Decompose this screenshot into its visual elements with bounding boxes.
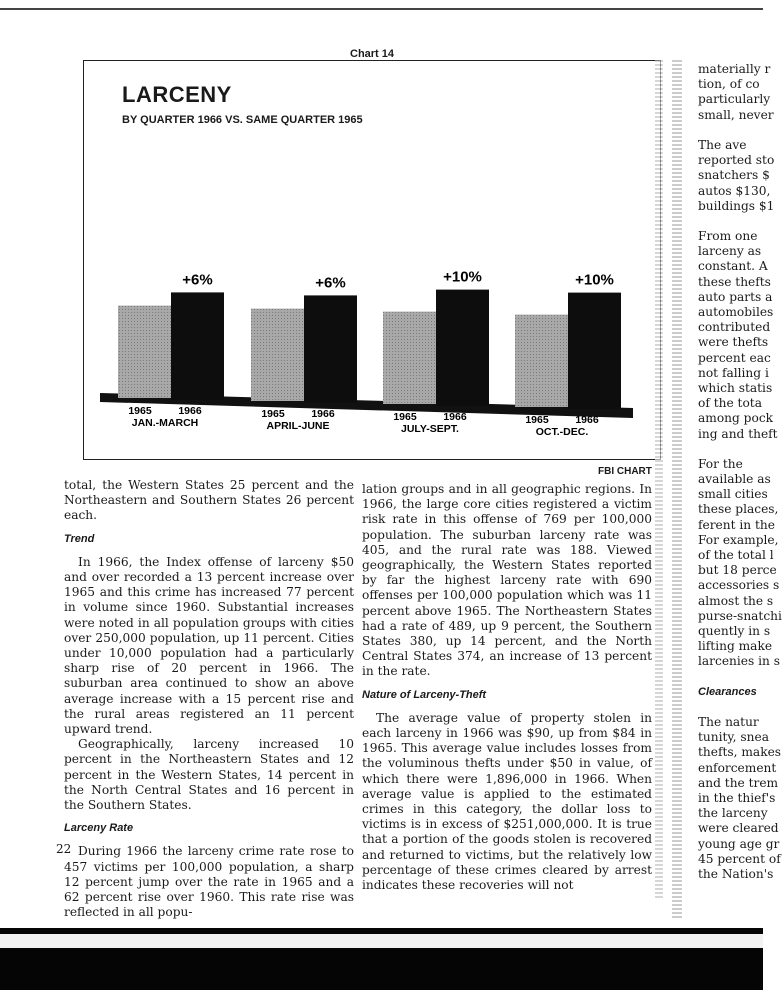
text-line: lifting make [698, 639, 773, 654]
text-line: particularly [698, 92, 771, 107]
text-line: among pock [698, 411, 774, 426]
paragraph: The average value of property stolen in each larceny in 1966 was $90, up from $84 in 1965. This average value includes losses from the voluminous thefts under $50 in value, of which there were 1,896,000 in 1966. When average value is applied to the estimated crimes in this category, the dollar loss to victims is in excess of $251,000,000. It is true that a portion of the goods stolen is recovered and returned to victims, but the relatively low percentage of these crimes cleared by arrest indicates these recoveries will not [362, 710, 652, 893]
text-line: enforcement [698, 760, 777, 775]
text-line: For the [698, 456, 743, 471]
text-line: autos $130, [698, 183, 771, 198]
chart-source: FBI CHART [598, 466, 652, 477]
text-line: the Nation's [698, 866, 774, 881]
text-line: of the tota [698, 396, 762, 411]
text-line: materially r [698, 62, 771, 76]
change-label: +6% [182, 271, 213, 289]
scan-bottom-light-strip [0, 934, 763, 948]
larceny-bar-chart [83, 60, 661, 460]
text-line: which statis [698, 380, 773, 395]
bar-1965 [251, 309, 304, 401]
quarter-label: JAN.-MARCH [131, 417, 199, 429]
text-line: in the thief's [698, 791, 776, 805]
text-line: these places, [698, 502, 779, 517]
year-label: 1965 [393, 411, 417, 423]
text-line: small cities [698, 487, 768, 502]
change-label: +10% [575, 271, 614, 289]
text-line: not falling i [698, 365, 769, 380]
text-line [698, 123, 768, 138]
text-line: percent eac [698, 350, 771, 365]
text-line: The ave [698, 137, 747, 152]
year-label: 1966 [443, 411, 467, 423]
text-line: the larceny [698, 806, 768, 821]
quarter-label: APRIL-JUNE [266, 420, 330, 432]
text-line: snatchers $ [698, 168, 770, 183]
text-line: ferent in the [698, 517, 775, 532]
bar-1965 [515, 315, 568, 407]
text-line [698, 700, 768, 715]
text-line: larceny as [698, 244, 762, 259]
year-label: 1965 [128, 405, 152, 417]
bar-1966 [568, 293, 621, 409]
text-line: quently in s [698, 623, 771, 638]
text-line: contributed [698, 320, 771, 335]
text-line: constant. A [698, 259, 768, 274]
change-label: +6% [315, 274, 346, 292]
text-line: tunity, snea [698, 730, 769, 745]
year-label: 1965 [525, 414, 549, 426]
year-label: 1966 [311, 408, 335, 420]
chart-number-label: Chart 14 [350, 48, 395, 60]
text-line: auto parts a [698, 289, 773, 304]
text-line: were cleared [698, 821, 779, 836]
year-label: 1966 [575, 414, 599, 426]
text-line: were thefts [698, 335, 769, 350]
text-line: young age gr [698, 836, 780, 851]
year-label: 1965 [261, 408, 285, 420]
paragraph: total, the Western States 25 percent and the Northeastern and Southern States 26 percent each. [64, 478, 354, 523]
paragraph: lation groups and in all geographic regions. In 1966, the large core cities registered a victim risk rate in this offense of 769 per 100,000 population. The suburban larceny rate was 405, and the rural rate was 188. Viewed geographically, the Western States reported by far the highest larceny rate with 690 offenses per 100,000 population which was 11 percent above 1965. The Northeastern States had a rate of 489, up 9 percent, the Southern States 380, up 14 percent, and the North Central States 374, an increase of 13 percent in the rate. [362, 482, 652, 679]
text-line: almost the s [698, 593, 774, 608]
text-line: thefts, makes [698, 745, 782, 760]
text-line [698, 442, 768, 457]
text-line: The natur [698, 715, 759, 730]
text-line: tion, of co [698, 77, 760, 92]
page-gutter-shadow [655, 60, 663, 900]
text-line: these thefts [698, 274, 771, 289]
text-line [698, 670, 768, 685]
bar-1965 [383, 312, 436, 404]
paragraph: Geographically, larceny increased 10 percent in the Northeastern States and 12 percent in the Western States, 14 percent in the North Central States and 16 percent in the Southern States. [64, 737, 354, 813]
text-line: Clearances [698, 685, 757, 698]
left-text-column [64, 478, 354, 920]
heading-larceny-rate: Larceny Rate [64, 822, 134, 835]
bar-1966 [436, 290, 489, 406]
text-line: but 18 perce [698, 563, 777, 578]
text-line: and the trem [698, 775, 779, 790]
text-line [698, 214, 768, 229]
text-line: automobiles [698, 305, 774, 319]
chart-subtitle: BY QUARTER 1966 VS. SAME QUARTER 1965 [122, 114, 363, 126]
text-line: 45 percent of [698, 851, 781, 866]
quarter-label: OCT.-DEC. [535, 426, 589, 438]
right-text-column-cropped [698, 62, 782, 882]
page-gutter-shadow-2 [672, 60, 682, 920]
text-line: From one [698, 229, 758, 244]
text-line: buildings $1 [698, 198, 775, 213]
text-line: ing and theft [698, 426, 778, 441]
heading-trend: Trend [64, 532, 95, 545]
bar-1966 [304, 295, 357, 403]
text-line: larcenies in s [698, 654, 780, 669]
heading-nature-of-larceny: Nature of Larceny-Theft [362, 688, 487, 701]
paragraph: During 1966 the larceny crime rate rose to 457 victims per 100,000 population, a sharp 12 percent jump over the rate in 1965 and a 62 percent rise over 1960. This rate rise was reflected in all popu- [64, 844, 354, 920]
bar-1965 [118, 306, 171, 398]
text-line: purse-snatchi [698, 608, 782, 623]
text-line: For example, [698, 532, 779, 547]
text-line: small, never [698, 107, 774, 122]
chart-title: LARCENY [122, 82, 232, 107]
middle-text-column [362, 482, 652, 893]
text-line: reported sto [698, 153, 775, 168]
year-label: 1966 [178, 405, 202, 417]
change-label: +10% [443, 268, 482, 286]
bar-1966 [171, 292, 224, 400]
text-line: accessories s [698, 578, 780, 593]
top-scan-rule [0, 8, 763, 10]
quarter-label: JULY-SEPT. [401, 423, 459, 435]
paragraph: In 1966, the Index offense of larceny $50 and over recorded a 13 percent increase over 1965 and this crime has increased 77 percent in volume since 1960. Substantial increases were noted in all population groups with cities over 250,000 population, up 11 percent. Cities under 10,000 population had a particularly sharp rise of 20 percent in 1966. The suburban area continued to show an above average increase with a 15 percent rise and the rural areas registered an 11 percent upward trend. [64, 554, 354, 737]
text-line: available as [698, 472, 771, 487]
page-number: 22 [56, 842, 72, 856]
text-line: of the total l [698, 548, 774, 562]
